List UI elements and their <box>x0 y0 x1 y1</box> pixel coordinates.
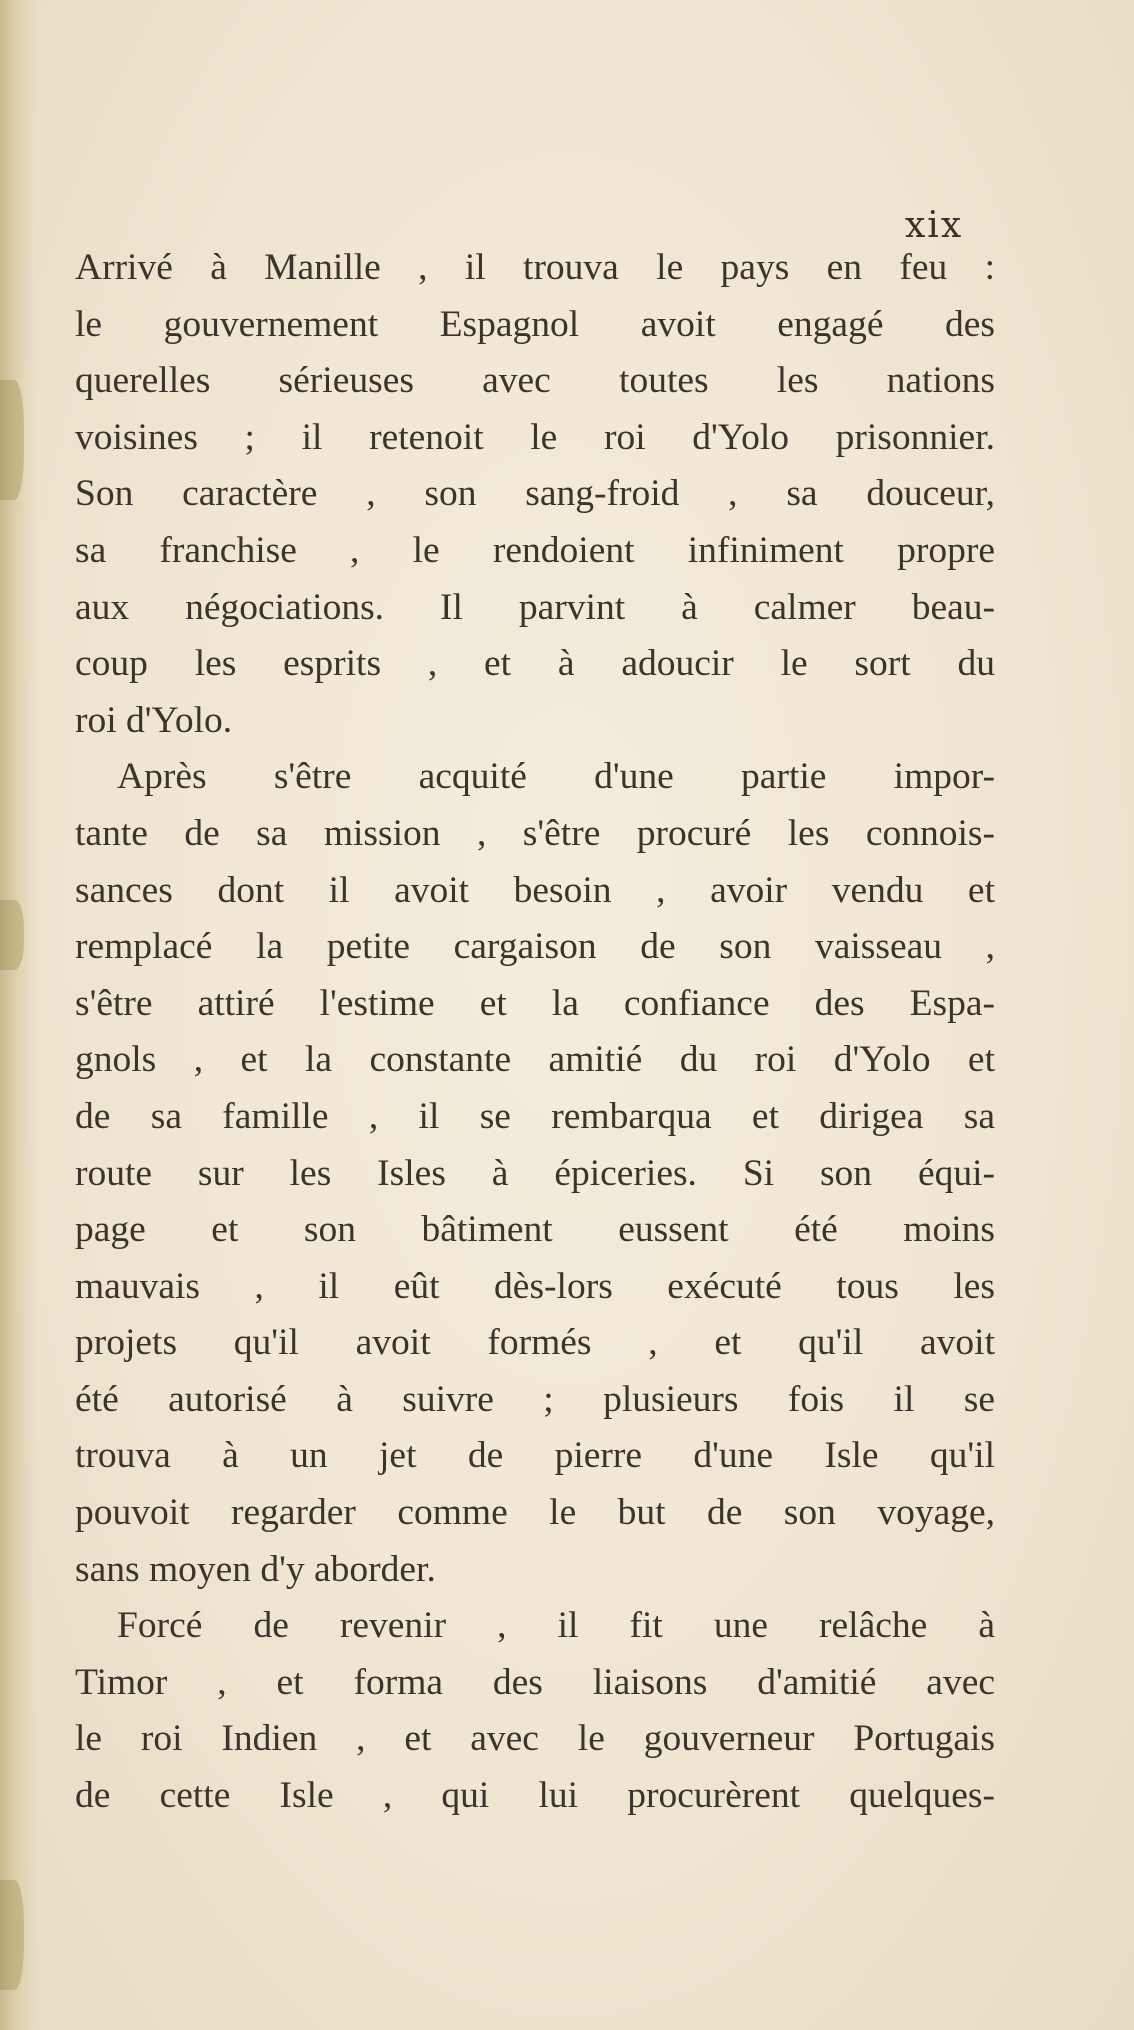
text-line: sans moyen d'y aborder. <box>75 1548 436 1590</box>
text-line: le roi Indien , et avec le gouverneur Portugais <box>75 1718 995 1760</box>
paragraph-1 <box>75 240 995 749</box>
text-line: de cette Isle , qui lui procurèrent quelques- <box>75 1775 995 1817</box>
text-line: Son caractère , son sang-froid , sa douceur, <box>75 473 995 515</box>
text-line: page et son bâtiment eussent été moins <box>75 1209 995 1251</box>
text-line: voisines ; il retenoit le roi d'Yolo prisonnier. <box>75 416 995 458</box>
text-line: de sa famille , il se rembarqua et dirigea sa <box>75 1095 995 1137</box>
text-line: projets qu'il avoit formés , et qu'il avoit <box>75 1322 995 1364</box>
page-edge-shadow <box>0 0 36 2030</box>
text-line: mauvais , il eût dès-lors exécuté tous les <box>75 1265 995 1307</box>
text-line: gnols , et la constante amitié du roi d'Yolo et <box>75 1039 995 1081</box>
text-line: pouvoit regarder comme le but de son voyage, <box>75 1492 995 1534</box>
page-stain <box>0 380 24 500</box>
text-line: été autorisé à suivre ; plusieurs fois il se <box>75 1378 995 1420</box>
text-line: le gouvernement Espagnol avoit engagé des <box>75 303 995 345</box>
text-line: tante de sa mission , s'être procuré les connois- <box>75 812 995 854</box>
text-line: route sur les Isles à épiceries. Si son équi- <box>75 1152 995 1194</box>
text-line: Arrivé à Manille , il trouva le pays en feu : <box>75 247 995 288</box>
page-stain <box>0 900 24 970</box>
text-line: trouva à un jet de pierre d'une Isle qu'il <box>75 1435 995 1477</box>
text-line: remplacé la petite cargaison de son vaisseau , <box>75 926 995 968</box>
paragraph-2 <box>75 749 995 1598</box>
text-line: coup les esprits , et à adoucir le sort du <box>75 643 995 685</box>
text-line: sa franchise , le rendoient infiniment propre <box>75 529 995 571</box>
text-line: s'être attiré l'estime et la confiance des Espa- <box>75 982 995 1024</box>
page-number: xix <box>905 205 964 246</box>
text-line: Timor , et forma des liaisons d'amitié avec <box>75 1661 995 1703</box>
text-line: roi d'Yolo. <box>75 699 233 741</box>
text-line: aux négociations. Il parvint à calmer beau- <box>75 586 995 628</box>
text-line: Après s'être acquité d'une partie impor- <box>117 756 995 798</box>
text-line: sances dont il avoit besoin , avoir vendu et <box>75 869 995 911</box>
body-text <box>75 240 995 1825</box>
text-line: Forcé de revenir , il fit une relâche à <box>117 1605 995 1647</box>
page-stain <box>0 1880 24 1990</box>
text-line: querelles sérieuses avec toutes les nations <box>75 360 995 402</box>
paragraph-3 <box>75 1598 995 1824</box>
